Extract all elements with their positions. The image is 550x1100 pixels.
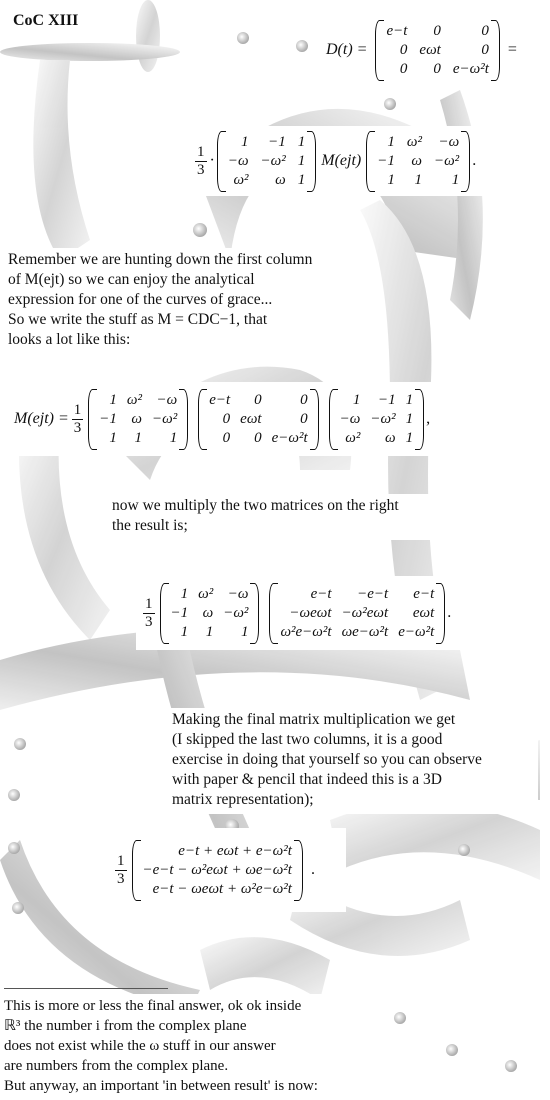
matrix-cell: ω² xyxy=(406,133,422,150)
text-line: This is more or less the final answer, ok ok inside xyxy=(4,998,302,1014)
matrix-cell: 0 xyxy=(254,391,262,408)
paragraph-final-answer xyxy=(4,996,318,1096)
text-line: expression for one of the curves of grace... xyxy=(8,291,273,308)
matrix-cell: ω² xyxy=(345,429,361,446)
matrix-cell: e−t xyxy=(209,391,231,408)
matrix-dc-inverse xyxy=(267,583,447,644)
matrix-cell: −1 xyxy=(170,604,189,621)
matrix-cell: −1 xyxy=(377,391,396,408)
text-line: ℝ³ the number i from the complex plane xyxy=(4,1018,247,1034)
matrix-cell: 1 xyxy=(387,133,395,150)
text-line: with paper & pencil that indeed this is a 3D xyxy=(172,771,442,788)
fraction-third: $\frac{1}{3}$ xyxy=(145,595,153,630)
matrix-cell: −1 xyxy=(268,133,286,150)
matrix-cell: 1 xyxy=(297,152,306,169)
fraction-third: $\frac{1}{3}$ xyxy=(73,401,82,436)
text-line: So we write the stuff as M = CDC−1, that xyxy=(8,311,268,328)
eq2-end: . xyxy=(472,152,477,169)
matrix-cell: −1 xyxy=(99,410,117,427)
text-line: are numbers from the complex plane. xyxy=(4,1058,229,1074)
matrix-cell: 1 xyxy=(240,623,249,640)
matrix-c-inverse xyxy=(327,389,426,450)
matrix-cell: ω xyxy=(131,410,142,427)
matrix-cell: e−ω²t xyxy=(452,60,489,77)
matrix-cell: e−ω²t xyxy=(271,429,308,446)
matrix-cell: −ω² xyxy=(433,152,460,169)
matrix-cell: e−t − ωeωt + ω²e−ω²t xyxy=(152,880,292,897)
matrix-cell: 1 xyxy=(297,171,306,188)
dot-operator: · xyxy=(209,152,215,169)
fraction-third: $\frac{1}{3}$ xyxy=(197,143,205,178)
matrix-cell: −ω xyxy=(339,410,361,427)
matrix-cell: 1 xyxy=(405,410,414,427)
text-line: does not exist while the ω stuff in our answer xyxy=(4,1038,276,1054)
footnote-divider xyxy=(4,988,168,989)
matrix-cell: −ω²eωt xyxy=(341,604,389,621)
matrix-d-cells xyxy=(382,20,492,81)
matrix-cell: ω xyxy=(202,604,214,621)
matrix-cell: 0 xyxy=(433,60,441,77)
matrix-cell: eωt xyxy=(412,604,435,621)
matrix-cell: 1 xyxy=(387,171,395,188)
text-line: (I skipped the last two columns, it is a good xyxy=(172,731,443,748)
paragraph-final-multiplication xyxy=(172,710,482,810)
matrix-cell: −ω² xyxy=(223,604,249,621)
matrix-cell: ω xyxy=(275,171,286,188)
matrix-cell: 0 xyxy=(222,429,231,446)
page-title: CoC XIII xyxy=(13,12,79,29)
matrix-c xyxy=(364,131,472,192)
matrix-c xyxy=(158,583,262,644)
eq4-end: . xyxy=(447,604,452,621)
matrix-c-inverse-cells xyxy=(224,131,309,192)
equation-m-product xyxy=(14,384,430,454)
matrix-cell: ω xyxy=(411,152,422,169)
matrix-cell: −ω xyxy=(227,585,249,602)
matrix-cell: 0 xyxy=(399,60,408,77)
text-line: Remember we are hunting down the first column xyxy=(8,251,313,268)
matrix-c-cells xyxy=(167,583,253,644)
matrix-cell: 1 xyxy=(134,429,142,446)
paragraph-multiply xyxy=(112,496,399,536)
matrix-cell: 1 xyxy=(109,391,117,408)
matrix-cell: ωe−ω²t xyxy=(341,623,389,640)
column-vector xyxy=(130,840,305,901)
eq5-end: . xyxy=(310,861,315,878)
matrix-cell: eωt xyxy=(240,410,262,427)
paragraph-hunting xyxy=(8,250,312,350)
matrix-cell: ω²e−ω²t xyxy=(280,623,332,640)
matrix-cell: −ω² xyxy=(152,410,178,427)
text-line: now we multiply the two matrices on the right xyxy=(112,497,399,514)
matrix-cell: e−t xyxy=(386,22,408,39)
matrix-cell: −ω xyxy=(438,133,460,150)
matrix-cell: −e−t xyxy=(357,585,389,602)
matrix-cell: 1 xyxy=(241,133,249,150)
matrix-cell: 0 xyxy=(254,429,262,446)
matrix-cell: 1 xyxy=(169,429,178,446)
matrix-cell: −ωeωt xyxy=(289,604,332,621)
matrix-dc-inverse-cells xyxy=(276,583,438,644)
matrix-cell: −e−t − ω²eωt + ωe−ω²t xyxy=(142,861,292,878)
matrix-cell: 1 xyxy=(352,391,361,408)
matrix-c-inverse xyxy=(215,131,318,192)
matrix-cell: 0 xyxy=(300,391,308,408)
matrix-cell: −ω xyxy=(156,391,178,408)
matrix-cell: 1 xyxy=(109,429,117,446)
eq3-lhs: M(ejt) = xyxy=(14,410,69,427)
matrix-cell: 1 xyxy=(405,391,414,408)
matrix-cell: 0 xyxy=(481,22,489,39)
matrix-cell: 0 xyxy=(433,22,441,39)
matrix-cell: ω² xyxy=(126,391,142,408)
matrix-cell: 1 xyxy=(205,623,214,640)
m-of-ejt: M(ejt) xyxy=(321,152,362,169)
matrix-cell: e−t + eωt + e−ω²t xyxy=(178,842,292,859)
eq1-lhs: D(t) = xyxy=(326,41,368,58)
matrix-cell: ω² xyxy=(198,585,214,602)
matrix-cell: −1 xyxy=(377,152,395,169)
text-line: exercise in doing that yourself so you can observe xyxy=(172,751,482,768)
equation-first-column xyxy=(112,830,315,910)
matrix-cell: e−t xyxy=(310,585,332,602)
matrix-cell: 1 xyxy=(414,171,422,188)
text-line: of M(ejt) so we can enjoy the analytical xyxy=(8,271,255,288)
matrix-cell: 1 xyxy=(180,623,189,640)
matrix-cell: eωt xyxy=(419,41,441,58)
matrix-c-inverse-cells xyxy=(336,389,417,450)
matrix-c xyxy=(86,389,190,450)
equation-intermediate xyxy=(140,578,451,648)
matrix-cell: ω xyxy=(384,429,396,446)
matrix-d xyxy=(196,389,320,450)
text-line: matrix representation); xyxy=(172,791,314,808)
text-line: looks a lot like this: xyxy=(8,331,131,348)
text-line: Making the final matrix multiplication we get xyxy=(172,711,456,728)
matrix-cell: ω² xyxy=(233,171,249,188)
matrix-cell: 0 xyxy=(399,41,408,58)
matrix-d-cells xyxy=(205,389,311,450)
eq3-end: , xyxy=(426,410,431,427)
equation-m-relation xyxy=(192,127,476,195)
matrix-c-cells xyxy=(373,131,463,192)
matrix-cell: e−t xyxy=(413,585,435,602)
matrix-cell: −ω xyxy=(227,152,249,169)
matrix-cell: −ω² xyxy=(370,410,396,427)
matrix-cell: 1 xyxy=(297,133,306,150)
fraction-third: $\frac{1}{3}$ xyxy=(117,852,125,887)
text-line: the result is; xyxy=(112,517,188,534)
text-line: But anyway, an important 'in between result' is now: xyxy=(4,1078,318,1094)
matrix-cell: 1 xyxy=(405,429,414,446)
eq1-tail: = xyxy=(507,41,517,58)
equation-d xyxy=(326,14,517,86)
matrix-cell: 0 xyxy=(300,410,308,427)
matrix-cell: e−ω²t xyxy=(398,623,435,640)
matrix-cell: 0 xyxy=(481,41,489,58)
matrix-cell: 1 xyxy=(451,171,460,188)
matrix-d xyxy=(373,20,501,81)
matrix-cell: −ω² xyxy=(260,152,286,169)
column-vector-cells xyxy=(139,840,296,901)
matrix-c-cells xyxy=(95,389,181,450)
matrix-cell: 1 xyxy=(180,585,189,602)
matrix-cell: 0 xyxy=(222,410,231,427)
